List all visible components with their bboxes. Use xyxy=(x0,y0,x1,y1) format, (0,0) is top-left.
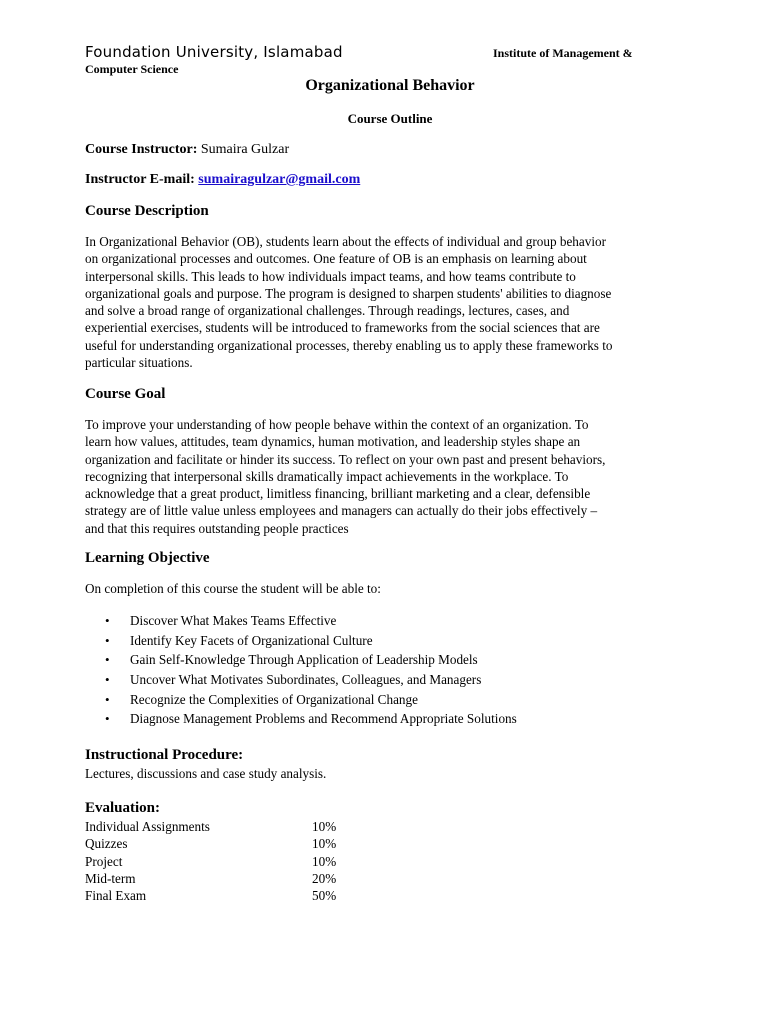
instructional-procedure-heading: Instructional Procedure: xyxy=(85,747,244,763)
list-item-text: Uncover What Motivates Subordinates, Colleagues, and Managers xyxy=(130,672,482,688)
university-name: Foundation University, Islamabad xyxy=(85,43,343,61)
paragraph-line: In Organizational Behavior (OB), students learn about the effects of individual and group behavior xyxy=(85,234,607,249)
evaluation-weight: 10% xyxy=(312,819,337,834)
paragraph-line: and that this requires outstanding people practices xyxy=(85,520,349,536)
bullet-icon: • xyxy=(105,613,110,628)
email-field xyxy=(85,172,360,188)
list-item-text: Diagnose Management Problems and Recommend Appropriate Solutions xyxy=(130,711,517,727)
email-link[interactable]: sumairagulzar@gmail.com xyxy=(198,172,361,187)
table-row xyxy=(85,818,385,835)
evaluation-item: Project xyxy=(85,853,123,869)
course-goal-text xyxy=(85,416,693,537)
list-item xyxy=(105,670,517,690)
evaluation-item: Final Exam xyxy=(85,888,147,904)
evaluation-item: Quizzes xyxy=(85,836,128,852)
institute-name: Institute of Management & xyxy=(493,46,633,60)
paragraph-line: To improve your understanding of how people behave within the context of an organization. To xyxy=(85,417,589,432)
bullet-icon: • xyxy=(105,711,110,727)
paragraph-line: and solve a broad range of organizational challenges. Through readings, lectures, cases, and xyxy=(85,303,570,319)
paragraph-line: interpersonal skills. This leads to how individuals impact teams, and how teams contribute to xyxy=(85,268,576,284)
bullet-icon: • xyxy=(105,691,110,707)
table-row xyxy=(85,887,385,904)
paragraph-line: organizational goals and purpose. The program is designed to sharpen students' abilities to diagnose xyxy=(85,285,612,301)
evaluation-item: Mid-term xyxy=(85,870,136,886)
paragraph-line: acknowledge that a great product, limitless financing, brilliant marketing and a clear, defensible xyxy=(85,486,591,502)
instructional-procedure-text: Lectures, discussions and case study analysis. xyxy=(85,766,327,781)
course-description-text xyxy=(85,233,693,371)
list-item xyxy=(105,709,517,729)
bullet-icon: • xyxy=(105,632,110,648)
email-label: Instructor E-mail: xyxy=(85,172,195,187)
list-item xyxy=(105,690,517,710)
evaluation-weight: 10% xyxy=(312,853,337,869)
paragraph-line: learn how values, attitudes, team dynamics, human motivation, and leadership styles shape an xyxy=(85,434,581,450)
list-item-text: Recognize the Complexities of Organizational Change xyxy=(130,691,418,707)
paragraph-line: strategy are of little value unless employees and managers can actually do their jobs effectively – xyxy=(85,503,598,519)
paragraph-line: experiential exercises, students will be introduced to frameworks from the social sciences that are xyxy=(85,320,600,336)
paragraph-line: on organizational processes and outcomes. One feature of OB is an emphasis on learning about xyxy=(85,251,587,267)
instructor-label: Course Instructor: xyxy=(85,142,198,157)
evaluation-table xyxy=(85,818,385,904)
document-subtitle: Course Outline xyxy=(347,111,433,126)
instructor-field xyxy=(85,142,289,158)
bullet-icon: • xyxy=(105,652,110,668)
course-goal-heading: Course Goal xyxy=(85,386,166,402)
list-item xyxy=(105,650,517,670)
list-item-text: Discover What Makes Teams Effective xyxy=(130,613,337,628)
learning-objective-heading: Learning Objective xyxy=(85,550,210,566)
evaluation-weight: 20% xyxy=(312,870,337,886)
list-item xyxy=(105,611,517,631)
institute-name-continued: Computer Science xyxy=(85,62,179,76)
table-row xyxy=(85,853,385,870)
paragraph-line: organization and facilitate or hinder its success. To reflect on your own past and present behaviors, xyxy=(85,451,606,467)
list-item-text: Gain Self-Knowledge Through Application of Leadership Models xyxy=(130,652,478,668)
evaluation-heading: Evaluation: xyxy=(85,800,161,816)
table-row xyxy=(85,870,385,887)
paragraph-line: useful for understanding organizational processes, thereby enabling us to apply these frameworks to xyxy=(85,337,613,353)
paragraph-line: particular situations. xyxy=(85,355,193,371)
evaluation-weight: 10% xyxy=(312,836,337,852)
evaluation-item: Individual Assignments xyxy=(85,819,210,834)
table-row xyxy=(85,835,385,852)
instructor-name: Sumaira Gulzar xyxy=(200,142,290,157)
list-item xyxy=(105,631,517,651)
learning-objective-list xyxy=(105,611,517,729)
list-item-text: Identify Key Facets of Organizational Culture xyxy=(130,632,373,648)
document-title: Organizational Behavior xyxy=(305,77,475,94)
course-description-heading: Course Description xyxy=(85,203,209,219)
paragraph-line: recognizing that interpersonal skills dramatically impact achievements in the workplace. To xyxy=(85,468,569,484)
bullet-icon: • xyxy=(105,672,110,688)
learning-objective-intro: On completion of this course the student will be able to: xyxy=(85,581,381,596)
evaluation-weight: 50% xyxy=(312,888,337,904)
